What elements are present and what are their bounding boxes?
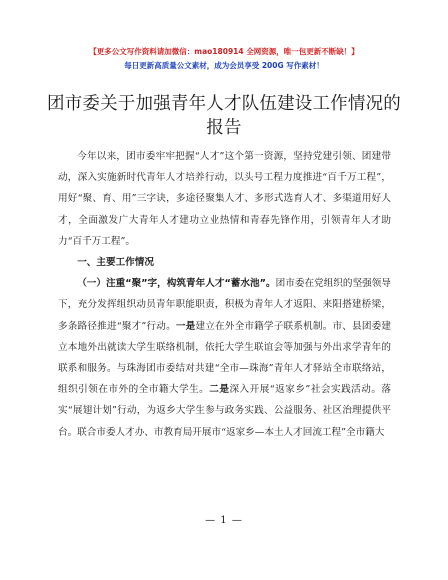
enumeration-marker: 一是 — [175, 320, 196, 332]
document-title: 团市委关于加强青年人才队伍建设工作情况的报告 — [47, 94, 401, 138]
promo-line-red: 【更多公文写作资料请加微信：mao180914 全网资源，唯一包更新不断缺！】 — [89, 47, 359, 56]
page-number: — 1 — — [205, 515, 243, 526]
promo-line-blue: 每日更新高质量公文素材，成为会员享受 200G 写作素材！ — [124, 61, 324, 70]
enumeration-marker: 二是 — [209, 384, 230, 396]
paragraph-text: 深入开展“返家乡”社会实践活动。落实“展翅计划”行动，为返乡大学生参与政务实践、公益服务、社区治理提供平台。联合市委人才办、市教育局开展市“返家乡—本土人才回流工程”全市籍大 — [58, 384, 392, 438]
paragraph-text: 团市委在党组织的坚强领导下，充分发挥组织动员青年职能职责，积极为青年人才返阳、来阳搭建桥梁，多条路径推进“聚才”行动。 — [58, 278, 391, 332]
paragraph-text: 建立在外全市籍学子联系机制。市、县团委建立本地外出就读大学生联络机制，依托大学生联谊会等加强与外出求学青年的联系和服务。与珠海团市委结对共建“全市—珠海”青年人才驿站全市联络站，组织引领在市外的全市籍大学生。 — [58, 320, 392, 396]
subsection-heading: （一）注重“聚”字，构筑青年人才“蓄水池”。 — [77, 278, 276, 290]
intro-paragraph: 今年以来，团市委牢牢把握“人才”这个第一资源，坚持党建引领、团建带动，深入实施新时代青年人才培养行动，以头号工程力度推进“百千万工程”，用好“聚、育、用”三字诀，多途径聚集人才、多形式选育人才、多渠道用好人才，全面激发广大青年人才建功立业热情和青春先锋作用，引领青年人才助力“百千万工程”。 — [58, 151, 391, 247]
body-paragraph — [58, 273, 391, 443]
document-body — [58, 146, 391, 443]
section-heading: 一、主要工作情况 — [77, 257, 154, 269]
